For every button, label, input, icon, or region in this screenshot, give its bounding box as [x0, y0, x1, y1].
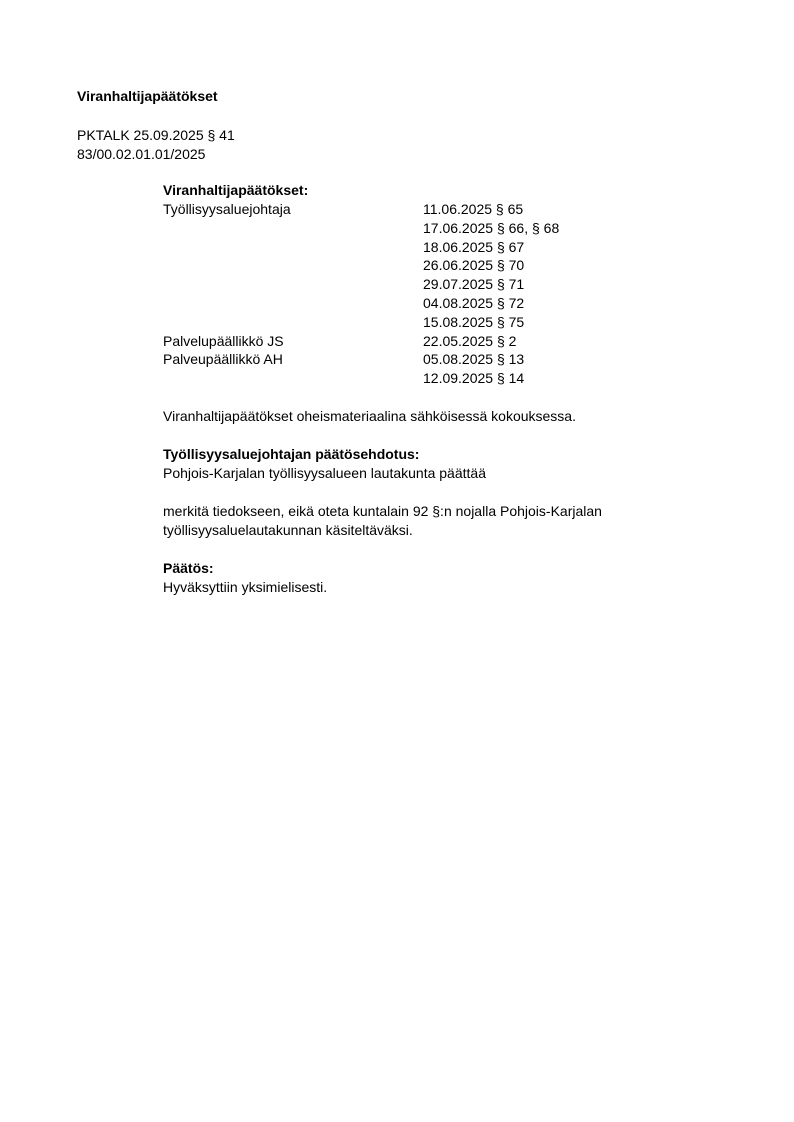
decision-official — [163, 275, 423, 294]
document-title: Viranhaltijapäätökset — [77, 88, 218, 104]
decision-reference: 26.06.2025 § 70 — [423, 257, 525, 274]
proposal-body-line-1: merkitä tiedokseen, eikä oteta kuntalain 92 §:n nojalla Pohjois-Karjalan — [163, 502, 602, 519]
decision-reference: 15.08.2025 § 75 — [423, 313, 525, 330]
meeting-reference: PKTALK 25.09.2025 § 41 — [77, 127, 235, 143]
decisions-heading: Viranhaltijapäätökset: — [163, 182, 309, 198]
decision-reference: 05.08.2025 § 13 — [423, 351, 525, 368]
document-meta — [77, 126, 235, 164]
decision-row — [163, 200, 559, 219]
decision-official: Palvelupäällikkö JS — [163, 332, 284, 349]
attachment-note: Viranhaltijapäätökset oheismateriaalina sähköisessä kokouksessa. — [163, 407, 576, 424]
decision-row — [163, 369, 559, 388]
decision-official — [163, 369, 423, 388]
decisions-table-body — [163, 200, 559, 388]
decision-official: Palveupäällikkö AH — [163, 351, 283, 368]
decision-reference: 12.09.2025 § 14 — [423, 370, 525, 387]
decision-reference: 17.06.2025 § 66, § 68 — [423, 219, 560, 236]
proposal-body-line-2: työllisyysaluelautakunnan käsiteltäväksi. — [163, 521, 413, 538]
decision-reference: 04.08.2025 § 72 — [423, 294, 525, 311]
proposal-heading: Työllisyysaluejohtajan päätösehdotus: — [163, 445, 420, 462]
decision-reference: 22.05.2025 § 2 — [423, 332, 517, 349]
document-body — [163, 181, 723, 597]
decision-official — [163, 313, 423, 332]
decision-row — [163, 294, 559, 313]
decision-official — [163, 294, 423, 313]
decision-row — [163, 238, 559, 257]
record-id: 83/00.02.01.01/2025 — [77, 146, 206, 162]
decision-reference: 11.06.2025 § 65 — [423, 201, 524, 217]
decision-official — [163, 238, 423, 257]
decision-row — [163, 256, 559, 275]
decision-reference: 29.07.2025 § 71 — [423, 276, 525, 293]
decision-official — [163, 219, 423, 238]
decision-row — [163, 313, 559, 332]
decision-reference: 18.06.2025 § 67 — [423, 238, 525, 255]
decision-official: Työllisyysaluejohtaja — [163, 201, 291, 217]
decision-official — [163, 256, 423, 275]
decisions-table — [163, 200, 559, 388]
decision-heading: Päätös: — [163, 559, 214, 576]
decision-row — [163, 332, 559, 351]
decision-row — [163, 219, 559, 238]
decision-text: Hyväksyttiin yksimielisesti. — [163, 578, 328, 595]
proposal-intro: Pohjois-Karjalan työllisyysalueen lautakunta päättää — [163, 464, 486, 481]
decision-row — [163, 350, 559, 369]
decision-row — [163, 275, 559, 294]
